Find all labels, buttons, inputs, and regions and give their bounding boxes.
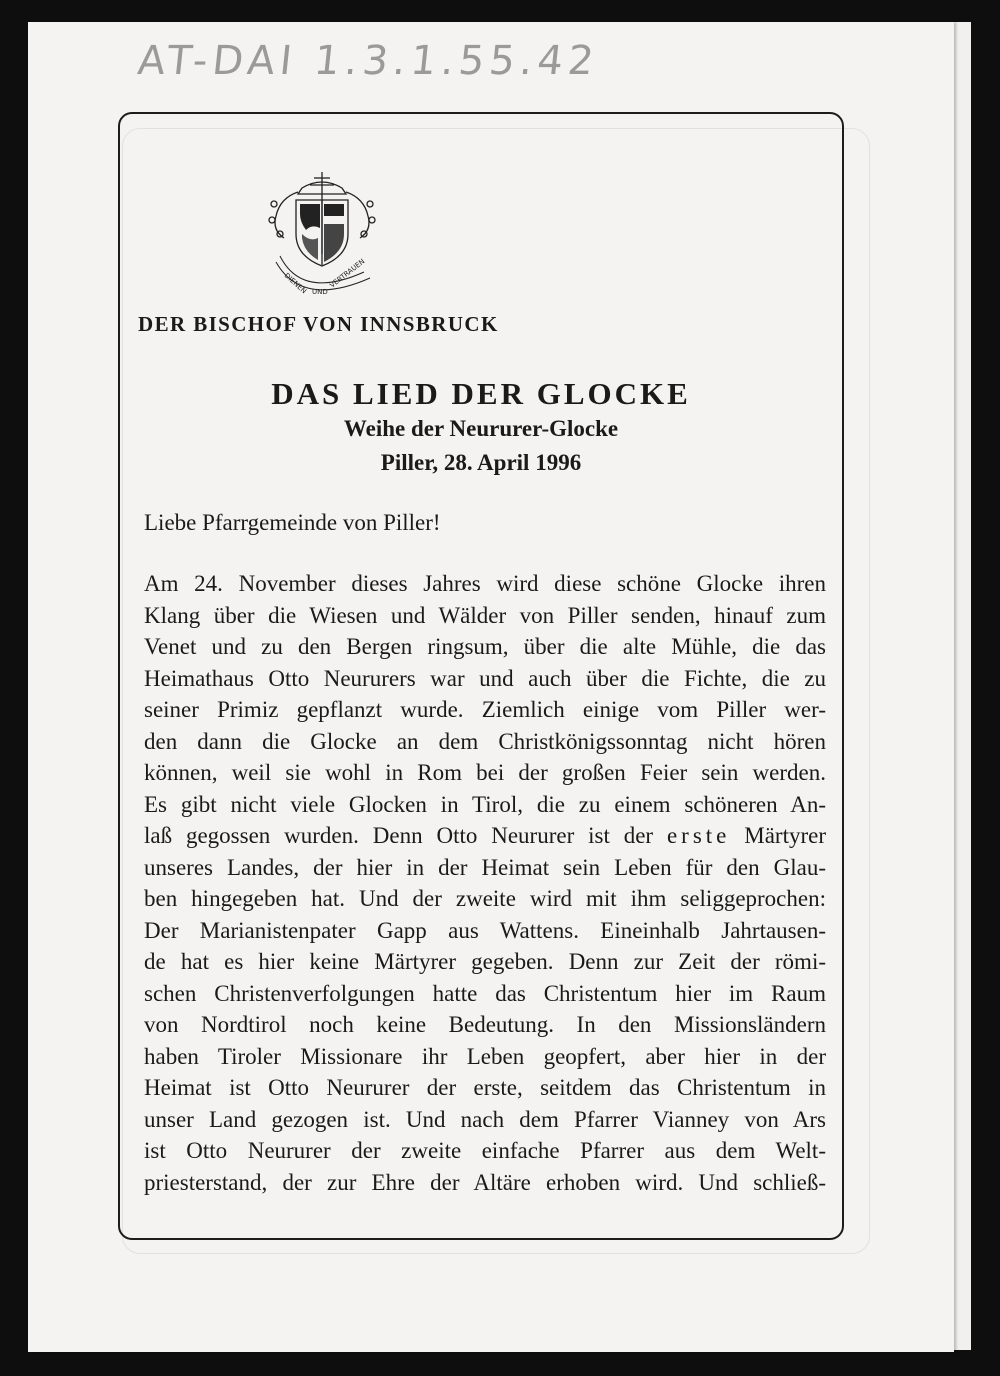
spaced-emphasis-word: erste (666, 823, 731, 848)
document-title: DAS LIED DER GLOCKE (271, 376, 691, 411)
body-line: unser Land gezogen ist. Und nach dem Pfarrer Vianney von Ars (144, 1106, 826, 1132)
body-line: von Nordtirol noch keine Bedeutung. In den Missionsländern (144, 1012, 826, 1037)
body-line: Es gibt nicht viele Glocken in Tirol, die zu einem schöneren An- (144, 791, 826, 817)
body-line-end: Märtyrer (744, 823, 826, 848)
body-line: unseres Landes, der hier in der Heimat sein Leben für den Glau- (144, 854, 826, 880)
body-line: schen Christenverfolgungen hatte das Christentum hier im Raum (144, 980, 826, 1006)
body-line: de hat es hier keine Märtyrer gegeben. Denn zur Zeit der römi- (144, 949, 826, 974)
body-line: ben hingegeben hat. Und der zweite wird mit ihm seliggeprochen: (144, 886, 826, 911)
body-line: haben Tiroler Missionare ihr Leben geopfert, aber hier in der (144, 1043, 826, 1069)
body-line: den dann die Glocke an dem Christkönigssonntag nicht hören (144, 728, 826, 754)
svg-text:VERTRAUEN: VERTRAUEN (328, 257, 367, 290)
body-line: seiner Primiz gepflanzt wurde. Ziemlich einige vom Piller wer- (144, 697, 826, 722)
body-line: können, weil sie wohl in Rom bei der großen Feier sein werden. (144, 760, 826, 785)
body-line: Der Marianistenpater Gapp aus Wattens. Eineinhalb Jahrtausen- (144, 917, 826, 943)
archive-reference: AT-DAI 1.3.1.55.42 (135, 38, 601, 84)
body-line-start: laß gegossen wurden. Denn Otto Neururer ist der (144, 823, 654, 848)
svg-text:UND: UND (312, 288, 328, 296)
body-line-spaced (144, 820, 826, 852)
document-subtitle: Weihe der Neururer-Glocke (343, 416, 619, 441)
body-line: ist Otto Neururer der zweite einfache Pfarrer aus dem Welt- (144, 1138, 826, 1163)
sender-line: DER BISCHOF VON INNSBRUCK (138, 312, 499, 336)
body-line: priesterstand, der zur Ehre der Altäre erhoben wird. Und schließ- (144, 1169, 826, 1195)
body-line: Am 24. November dieses Jahres wird diese schöne Glocke ihren (144, 571, 826, 596)
body-line: Heimat ist Otto Neururer der erste, seitdem das Christentum in (144, 1075, 826, 1100)
body-line: Venet und zu den Bergen ringsum, über die alte Mühle, die das (144, 634, 826, 659)
letter-body (144, 568, 826, 1198)
body-line: Heimathaus Otto Neururers war und auch über die Fichte, die zu (144, 665, 826, 691)
salutation: Liebe Pfarrgemeinde von Piller! (144, 510, 441, 535)
body-line: Klang über die Wiesen und Wälder von Piller senden, hinauf zum (144, 602, 826, 628)
svg-text:DIENEN: DIENEN (282, 271, 308, 296)
coat-of-arms-icon (262, 168, 382, 308)
dateline: Piller, 28. April 1996 (380, 450, 582, 475)
